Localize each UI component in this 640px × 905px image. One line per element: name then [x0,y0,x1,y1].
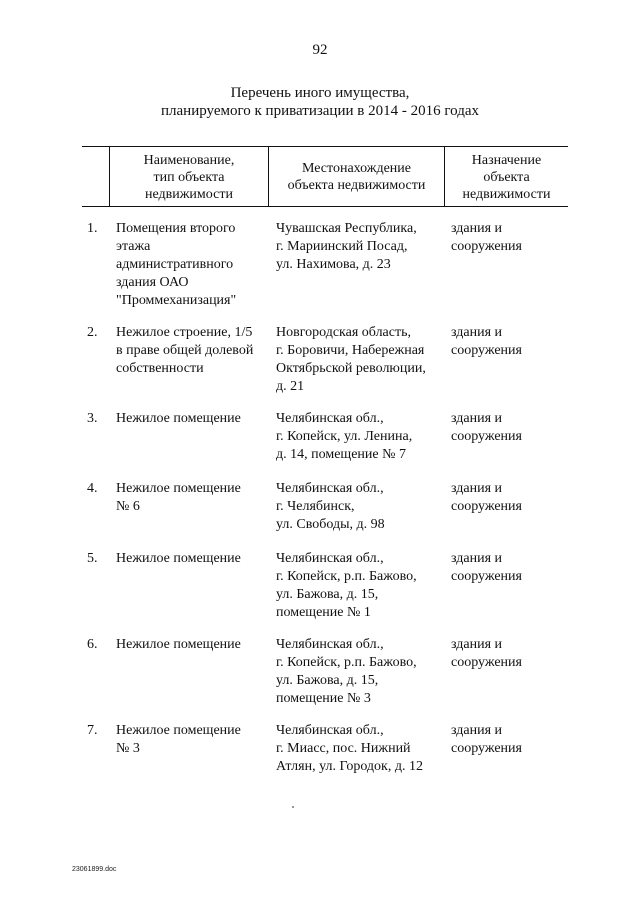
footer-filename: 23061899.doc [72,866,117,873]
cell-line: здания и [451,481,503,496]
cell-line: Челябинская обл., [276,723,384,738]
header-line: тип объекта [153,170,225,185]
header-line: объекта недвижимости [287,178,426,193]
header-line: Местонахождение [301,161,411,176]
cell-line: № 3 [116,741,140,756]
cell-line: г. Копейск, ул. Ленина, [276,429,413,444]
column-header-name [110,152,268,203]
object-name-cell [116,324,268,378]
cell-line: здания и [451,551,503,566]
header-line: недвижимости [145,187,233,202]
object-purpose-cell [451,550,571,586]
object-location-cell [276,220,446,274]
row-number: 4. [87,481,98,496]
cell-line: здания и [451,411,503,426]
cell-line: Нежилое помещение [116,411,241,426]
cell-line: здания и [451,221,503,236]
cell-line: Помещения второго [116,221,236,236]
cell-line: Челябинская обл., [276,481,384,496]
cell-line: ул. Бажова, д. 15, [276,587,379,602]
cell-line: здания и [451,637,503,652]
object-purpose-cell [451,324,571,360]
cell-line: сооружения [451,655,522,670]
cell-line: сооружения [451,239,522,254]
object-location-cell [276,550,446,622]
row-number: 5. [87,551,98,566]
document-title [0,84,640,120]
object-location-cell [276,410,446,464]
cell-line: сооружения [451,343,522,358]
cell-line: г. Копейск, р.п. Бажово, [276,655,417,670]
cell-line: д. 14, помещение № 7 [276,447,406,462]
header-line: Назначение [471,153,542,168]
cell-line: в праве общей долевой [116,343,254,358]
row-number: 6. [87,637,98,652]
object-name-cell [116,220,268,310]
cell-line: д. 21 [276,379,305,394]
cell-line: г. Боровичи, Набережная [276,343,425,358]
cell-line: ул. Бажова, д. 15, [276,673,379,688]
cell-line: ул. Нахимова, д. 23 [276,257,391,272]
cell-line: Новгородская область, [276,325,411,340]
header-line: Наименование, [143,153,235,168]
cell-line: Чувашская Республика, [276,221,417,236]
cell-line: Нежилое помещение [116,637,241,652]
column-header-purpose [445,152,568,203]
cell-line: сооружения [451,741,522,756]
object-purpose-cell [451,410,571,446]
cell-line: № 6 [116,499,140,514]
object-location-cell [276,722,446,776]
cell-line: ул. Свободы, д. 98 [276,517,385,532]
header-line: недвижимости [462,187,551,202]
column-header-location [269,160,444,194]
table-top-rule [82,146,568,147]
cell-line: г. Челябинск, [276,499,355,514]
cell-line: Нежилое помещение [116,723,241,738]
cell-line: Нежилое строение, 1/5 [116,325,253,340]
row-number: 2. [87,325,98,340]
row-number: 7. [87,723,98,738]
row-number: 3. [87,411,98,426]
cell-line: сооружения [451,569,522,584]
object-purpose-cell [451,220,571,256]
cell-line: Челябинская обл., [276,637,384,652]
cell-line: здания и [451,723,503,738]
object-location-cell [276,480,446,534]
object-location-cell [276,636,446,708]
table-header-bottom-rule [82,206,568,207]
cell-line: сооружения [451,499,522,514]
object-name-cell [116,550,268,568]
cell-line: Челябинская обл., [276,551,384,566]
object-purpose-cell [451,480,571,516]
object-name-cell [116,636,268,654]
object-purpose-cell [451,722,571,758]
cell-line: здания и [451,325,503,340]
cell-line: помещение № 3 [276,691,371,706]
cell-line: Нежилое помещение [116,481,241,496]
title-line-2: планируемого к приватизации в 2014 - 2016 годах [161,103,479,119]
cell-line: г. Копейск, р.п. Бажово, [276,569,417,584]
cell-line: административного [116,257,234,272]
cell-line: помещение № 1 [276,605,371,620]
object-purpose-cell [451,636,571,672]
cell-line: сооружения [451,429,522,444]
header-line: объекта [483,170,530,185]
object-name-cell [116,410,268,428]
cell-line: этажа [116,239,151,254]
cell-line: Октябрьской революции, [276,361,426,376]
object-location-cell [276,324,446,396]
cell-line: Нежилое помещение [116,551,241,566]
scan-speck [292,806,294,808]
cell-line: Атлян, ул. Городок, д. 12 [276,759,423,774]
cell-line: Челябинская обл., [276,411,384,426]
cell-line: собственности [116,361,204,376]
cell-line: г. Миасс, пос. Нижний [276,741,411,756]
page-number: 92 [312,42,328,58]
cell-line: "Проммеханизация" [116,293,237,308]
title-line-1: Перечень иного имущества, [230,85,410,101]
cell-line: г. Мариинский Посад, [276,239,408,254]
object-name-cell [116,722,268,758]
cell-line: здания ОАО [116,275,189,290]
row-number: 1. [87,221,98,236]
object-name-cell [116,480,268,516]
